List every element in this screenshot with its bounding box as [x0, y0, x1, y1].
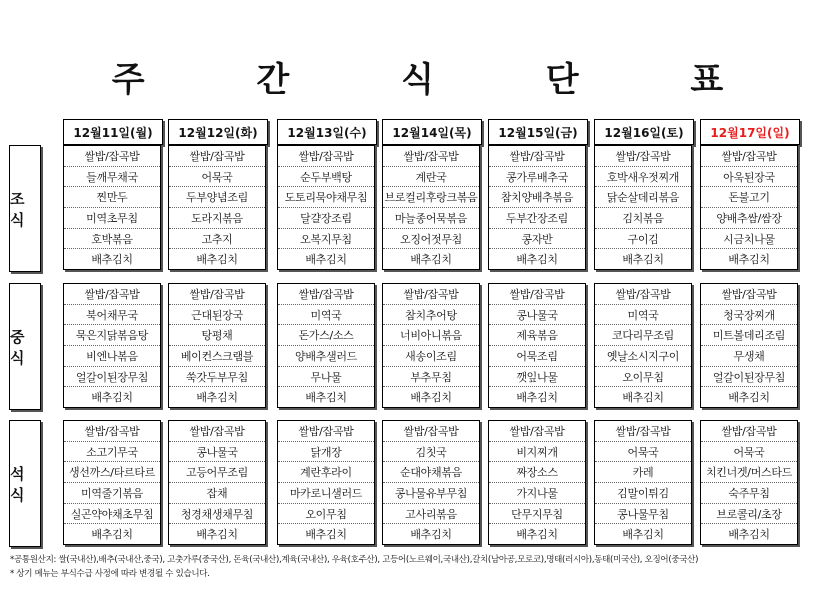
menu-item: 미트볼데리조림 — [701, 325, 797, 346]
menu-item: 배추김치 — [91, 253, 133, 267]
menu-item: 김말이튀김 — [595, 483, 691, 504]
menu-item: 배추김치 — [91, 391, 133, 405]
menu-item: 배추김치 — [622, 253, 664, 267]
menu-day-box — [700, 145, 798, 270]
menu-item: 제육볶음 — [489, 325, 585, 346]
menu-item: 생선까스/타르타르 — [64, 462, 160, 483]
menu-item: 쌀밥/잡곡밥 — [595, 146, 691, 167]
menu-item: 배추김치 — [516, 253, 558, 267]
day-header: 12월12일(화) — [168, 119, 268, 145]
menu-day-box — [594, 283, 692, 408]
menu-item: 어묵국 — [595, 442, 691, 463]
menu-item: 고사리볶음 — [383, 504, 479, 525]
menu-item: 돈가스/소스 — [278, 325, 374, 346]
menu-item: 청국장찌개 — [701, 305, 797, 326]
menu-item: 마늘종어묵볶음 — [383, 208, 479, 229]
menu-item: 닭개장 — [278, 442, 374, 463]
menu-item: 배추김치 — [91, 528, 133, 542]
menu-item: 계란국 — [383, 167, 479, 188]
menu-item: 미역초무침 — [64, 208, 160, 229]
meal-label: 조식 — [9, 145, 41, 272]
menu-item: 콩가루배추국 — [489, 167, 585, 188]
menu-day-box — [382, 420, 480, 545]
menu-item: 쌀밥/잡곡밥 — [169, 146, 265, 167]
menu-item: 계란후라이 — [278, 462, 374, 483]
menu-day-box — [168, 283, 266, 408]
menu-day-box — [700, 420, 798, 545]
menu-item: 무생채 — [701, 346, 797, 367]
menu-item: 옛날소시지구이 — [595, 346, 691, 367]
menu-item: 참치추어탕 — [383, 305, 479, 326]
menu-item: 순대야채볶음 — [383, 462, 479, 483]
menu-item: 배추김치 — [410, 391, 452, 405]
menu-item: 오징어젓무침 — [383, 229, 479, 250]
day-header: 12월14일(목) — [382, 119, 482, 145]
menu-item: 얼갈이된장무침 — [64, 367, 160, 388]
menu-item: 배추김치 — [410, 528, 452, 542]
menu-item: 쌀밥/잡곡밥 — [595, 421, 691, 442]
menu-item: 브로컬리후랑크볶음 — [383, 187, 479, 208]
menu-item: 오이무침 — [595, 367, 691, 388]
menu-item: 콩자반 — [489, 229, 585, 250]
menu-item: 미역국 — [595, 305, 691, 326]
menu-item: 쌀밥/잡곡밥 — [278, 284, 374, 305]
menu-item: 아욱된장국 — [701, 167, 797, 188]
menu-day-box — [63, 420, 161, 545]
menu-item: 어묵국 — [169, 167, 265, 188]
menu-item: 양배추샐러드 — [278, 346, 374, 367]
menu-item: 배추김치 — [516, 391, 558, 405]
menu-item: 김치볶음 — [595, 208, 691, 229]
menu-day-box — [488, 283, 586, 408]
menu-item: 도토리묵야채무침 — [278, 187, 374, 208]
menu-day-box — [277, 283, 375, 408]
menu-item: 쌀밥/잡곡밥 — [595, 284, 691, 305]
menu-item: 카레 — [595, 462, 691, 483]
menu-item: 쑥갓두부무침 — [169, 367, 265, 388]
menu-item: 치킨너겟/머스타드 — [701, 462, 797, 483]
menu-item: 구이김 — [595, 229, 691, 250]
menu-day-box — [168, 145, 266, 270]
menu-item: 닭순살데리볶음 — [595, 187, 691, 208]
menu-item: 베이컨스크램블 — [169, 346, 265, 367]
menu-item: 비지찌개 — [489, 442, 585, 463]
menu-day-box — [63, 283, 161, 408]
menu-item: 소고기무국 — [64, 442, 160, 463]
menu-item: 근대된장국 — [169, 305, 265, 326]
menu-item: 배추김치 — [410, 253, 452, 267]
menu-item: 쌀밥/잡곡밥 — [383, 146, 479, 167]
menu-item: 배추김치 — [728, 528, 770, 542]
menu-item: 청경채생채무침 — [169, 504, 265, 525]
menu-item: 묵은지닭볶음탕 — [64, 325, 160, 346]
menu-item: 두부양념조림 — [169, 187, 265, 208]
menu-item: 쌀밥/잡곡밥 — [489, 421, 585, 442]
menu-item: 비엔나볶음 — [64, 346, 160, 367]
menu-item: 콩나물무침 — [595, 504, 691, 525]
menu-day-box — [488, 145, 586, 270]
day-header: 12월17일(일) — [700, 119, 800, 145]
menu-item: 도라지볶음 — [169, 208, 265, 229]
day-header: 12월16일(토) — [594, 119, 694, 145]
menu-item: 시금치나물 — [701, 229, 797, 250]
menu-day-box — [382, 145, 480, 270]
origin-note: *공통원산지: 쌀(국내산),배추(국내산,중국), 고춧가루(중국산), 돈육(국내산),계육(국내산), 우육(호주산), 고등어(노르웨이,국내산),갈치(남아공,모로코),명태(러시아),동태(미국산), 오징어(중국산) — [10, 555, 699, 565]
menu-item: 쌀밥/잡곡밥 — [278, 146, 374, 167]
menu-item: 배추김치 — [305, 528, 347, 542]
menu-item: 브로콜리/초장 — [701, 504, 797, 525]
menu-item: 배추김치 — [728, 391, 770, 405]
menu-item: 마카로니샐러드 — [278, 483, 374, 504]
day-header: 12월15일(금) — [488, 119, 588, 145]
menu-item: 쌀밥/잡곡밥 — [701, 284, 797, 305]
footnotes — [10, 553, 825, 581]
menu-item: 쌀밥/잡곡밥 — [169, 421, 265, 442]
menu-item: 어묵국 — [701, 442, 797, 463]
menu-item: 짜장소스 — [489, 462, 585, 483]
menu-item: 너비아니볶음 — [383, 325, 479, 346]
menu-item: 탕평채 — [169, 325, 265, 346]
menu-item: 참치양배추볶음 — [489, 187, 585, 208]
menu-item: 잡채 — [169, 483, 265, 504]
menu-item: 얼갈이된장무침 — [701, 367, 797, 388]
menu-item: 순두부백탕 — [278, 167, 374, 188]
menu-item: 미역줄기볶음 — [64, 483, 160, 504]
menu-day-box — [168, 420, 266, 545]
menu-day-box — [488, 420, 586, 545]
meal-label: 중식 — [9, 283, 41, 410]
menu-item: 쌀밥/잡곡밥 — [383, 284, 479, 305]
menu-item: 쌀밥/잡곡밥 — [701, 146, 797, 167]
day-header: 12월11일(월) — [63, 119, 163, 145]
menu-item: 단무지무침 — [489, 504, 585, 525]
menu-item: 배추김치 — [196, 391, 238, 405]
menu-item: 북어채무국 — [64, 305, 160, 326]
menu-day-box — [594, 420, 692, 545]
menu-item: 콩나물유부무침 — [383, 483, 479, 504]
menu-item: 깻잎나물 — [489, 367, 585, 388]
menu-item: 코다리무조림 — [595, 325, 691, 346]
menu-item: 배추김치 — [305, 391, 347, 405]
page-title: 주 간 식 단 표 — [111, 60, 774, 100]
menu-item: 쌀밥/잡곡밥 — [64, 284, 160, 305]
menu-item: 들깨무채국 — [64, 167, 160, 188]
menu-item: 쌀밥/잡곡밥 — [701, 421, 797, 442]
menu-item: 양배추쌈/쌈장 — [701, 208, 797, 229]
menu-item: 콩나물국 — [489, 305, 585, 326]
menu-day-box — [63, 145, 161, 270]
menu-item: 쌀밥/잡곡밥 — [489, 284, 585, 305]
menu-item: 쌀밥/잡곡밥 — [169, 284, 265, 305]
menu-item: 오복지무침 — [278, 229, 374, 250]
menu-item: 배추김치 — [516, 528, 558, 542]
change-notice: * 상기 메뉴는 부식수급 사정에 따라 변경될 수 있습니다. — [10, 569, 210, 579]
menu-item: 배추김치 — [196, 528, 238, 542]
menu-item: 호박새우젓찌개 — [595, 167, 691, 188]
menu-item: 가지나물 — [489, 483, 585, 504]
menu-item: 오이무침 — [278, 504, 374, 525]
menu-day-box — [382, 283, 480, 408]
menu-item: 숙주무침 — [701, 483, 797, 504]
meal-label: 석식 — [9, 420, 41, 547]
menu-item: 부추무침 — [383, 367, 479, 388]
menu-item: 배추김치 — [728, 253, 770, 267]
menu-item: 쌀밥/잡곡밥 — [64, 421, 160, 442]
menu-item: 배추김치 — [622, 528, 664, 542]
menu-item: 호박볶음 — [64, 229, 160, 250]
menu-item: 새송이조림 — [383, 346, 479, 367]
menu-day-box — [594, 145, 692, 270]
menu-item: 쌀밥/잡곡밥 — [278, 421, 374, 442]
menu-item: 쌀밥/잡곡밥 — [489, 146, 585, 167]
menu-item: 달걀장조림 — [278, 208, 374, 229]
menu-day-box — [700, 283, 798, 408]
menu-item: 김칫국 — [383, 442, 479, 463]
menu-item: 두부간장조림 — [489, 208, 585, 229]
menu-item: 미역국 — [278, 305, 374, 326]
menu-item: 쌀밥/잡곡밥 — [383, 421, 479, 442]
day-header: 12월13일(수) — [277, 119, 377, 145]
menu-item: 고추지 — [169, 229, 265, 250]
menu-day-box — [277, 145, 375, 270]
menu-item: 무나물 — [278, 367, 374, 388]
menu-item: 실곤약야채초무침 — [64, 504, 160, 525]
menu-item: 쌀밥/잡곡밥 — [64, 146, 160, 167]
menu-item: 돈불고기 — [701, 187, 797, 208]
menu-item: 배추김치 — [305, 253, 347, 267]
menu-item: 찐만두 — [64, 187, 160, 208]
menu-item: 어묵조림 — [489, 346, 585, 367]
menu-day-box — [277, 420, 375, 545]
menu-item: 배추김치 — [196, 253, 238, 267]
menu-item: 배추김치 — [622, 391, 664, 405]
menu-item: 콩나물국 — [169, 442, 265, 463]
menu-item: 고등어무조림 — [169, 462, 265, 483]
